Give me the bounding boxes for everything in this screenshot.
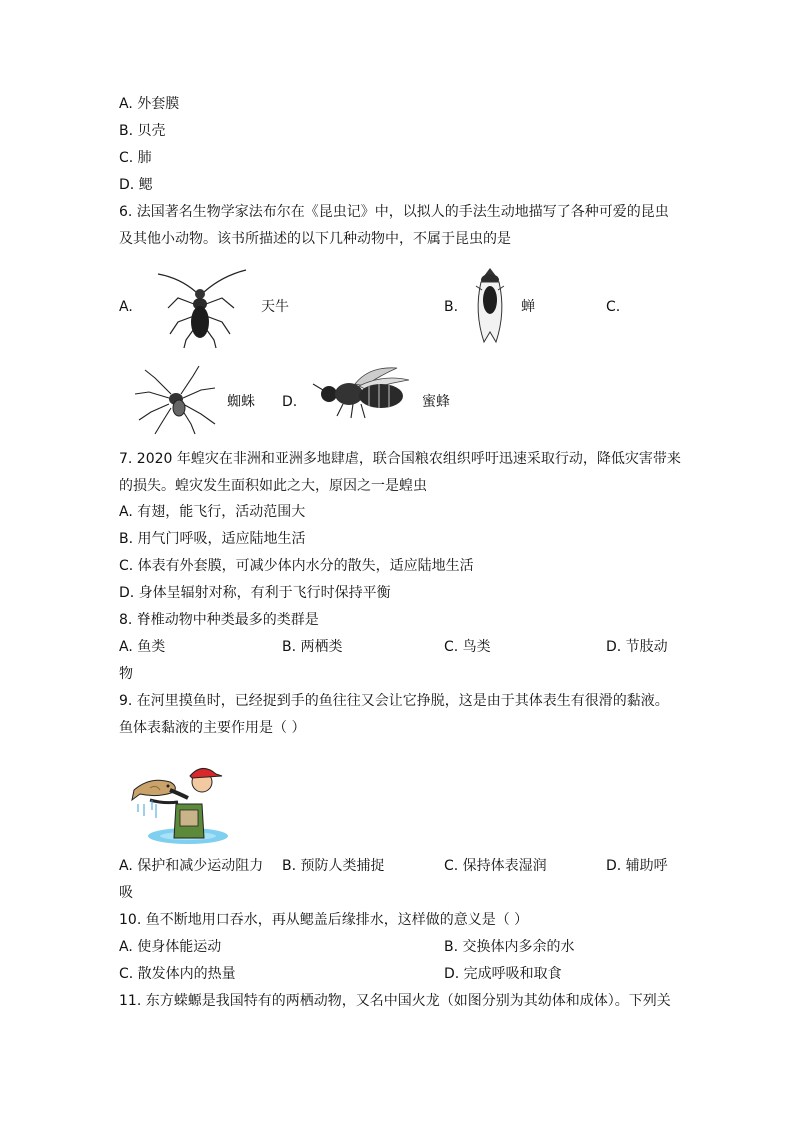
- q7-option-d: D. 身体呈辐射对称，有利于飞行时保持平衡: [119, 585, 391, 601]
- q10-option-d: D. 完成呼吸和取食: [444, 966, 562, 982]
- q9-stem-line2: 鱼体表黏液的主要作用是（ ）: [119, 720, 306, 736]
- q10-stem: 10. 鱼不断地用口吞水，再从鳃盖后缘排水，这样做的意义是（ ）: [119, 912, 529, 928]
- q9-option-d-wrap: 吸: [119, 885, 133, 901]
- q8-option-d: D. 节肢动: [606, 639, 668, 655]
- q6-option-c-letter: C.: [606, 299, 621, 315]
- q6-option-d-label: 蜜蜂: [422, 394, 450, 410]
- q8-option-d-wrap: 物: [119, 666, 133, 682]
- q8-stem: 8. 脊椎动物中种类最多的类群是: [119, 612, 319, 628]
- q9-option-c: C. 保持体表湿润: [444, 858, 547, 874]
- q9-option-d: D. 辅助呼: [606, 858, 668, 874]
- q7-option-a: A. 有翅，能飞行，活动范围大: [119, 504, 306, 520]
- q8-option-c: C. 鸟类: [444, 639, 491, 655]
- q5-option-b: B. 贝壳: [119, 123, 166, 139]
- longhorn-beetle-image: [150, 264, 250, 350]
- q6-option-a-label: 天牛: [261, 299, 289, 315]
- q5-option-a: A. 外套膜: [119, 96, 180, 112]
- q10-option-b: B. 交换体内多余的水: [444, 939, 575, 955]
- spider-image: [131, 364, 221, 436]
- q6-option-b-label: 蝉: [521, 299, 535, 315]
- q6-option-b-letter: B.: [444, 299, 459, 315]
- q6-stem-line1: 6. 法国著名生物学家法布尔在《昆虫记》中，以拟人的手法生动地描写了各种可爱的昆虫: [119, 204, 669, 220]
- q9-stem-line1: 9. 在河里摸鱼时，已经捉到手的鱼往往又会让它挣脱，这是由于其体表生有很滑的黏液。: [119, 693, 669, 709]
- q7-option-b: B. 用气门呼吸，适应陆地生活: [119, 531, 306, 547]
- q9-option-b: B. 预防人类捕捉: [282, 858, 385, 874]
- q11-stem-line1: 11. 东方蝾螈是我国特有的两栖动物，又名中国火龙（如图分别为其幼体和成体）。下列关: [119, 993, 671, 1009]
- q5-option-d: D. 鳃: [119, 177, 153, 193]
- q7-stem-line2: 的损失。蝗灾发生面积如此之大，原因之一是蝗虫: [119, 478, 427, 494]
- honeybee-image: [309, 366, 413, 420]
- q5-option-c: C. 肺: [119, 150, 152, 166]
- q9-option-a: A. 保护和减少运动阻力: [119, 858, 264, 874]
- q7-stem-line1: 7. 2020 年蝗灾在非洲和亚洲多地肆虐，联合国粮农组织呼吁迅速采取行动，降低灾害带来: [119, 451, 681, 467]
- q6-stem-line2: 及其他小动物。该书所描述的以下几种动物中，不属于昆虫的是: [119, 231, 511, 247]
- fisherman-holding-fish-image: [130, 760, 230, 848]
- q6-option-d-letter: D.: [282, 394, 298, 410]
- q6-option-c-label: 蜘蛛: [227, 394, 255, 410]
- cicada-image: [470, 262, 510, 348]
- q6-option-a-letter: A.: [119, 299, 133, 315]
- q8-option-b: B. 两栖类: [282, 639, 343, 655]
- q8-option-a: A. 鱼类: [119, 639, 166, 655]
- q10-option-c: C. 散发体内的热量: [119, 966, 236, 982]
- q10-option-a: A. 使身体能运动: [119, 939, 222, 955]
- q7-option-c: C. 体表有外套膜，可减少体内水分的散失，适应陆地生活: [119, 558, 474, 574]
